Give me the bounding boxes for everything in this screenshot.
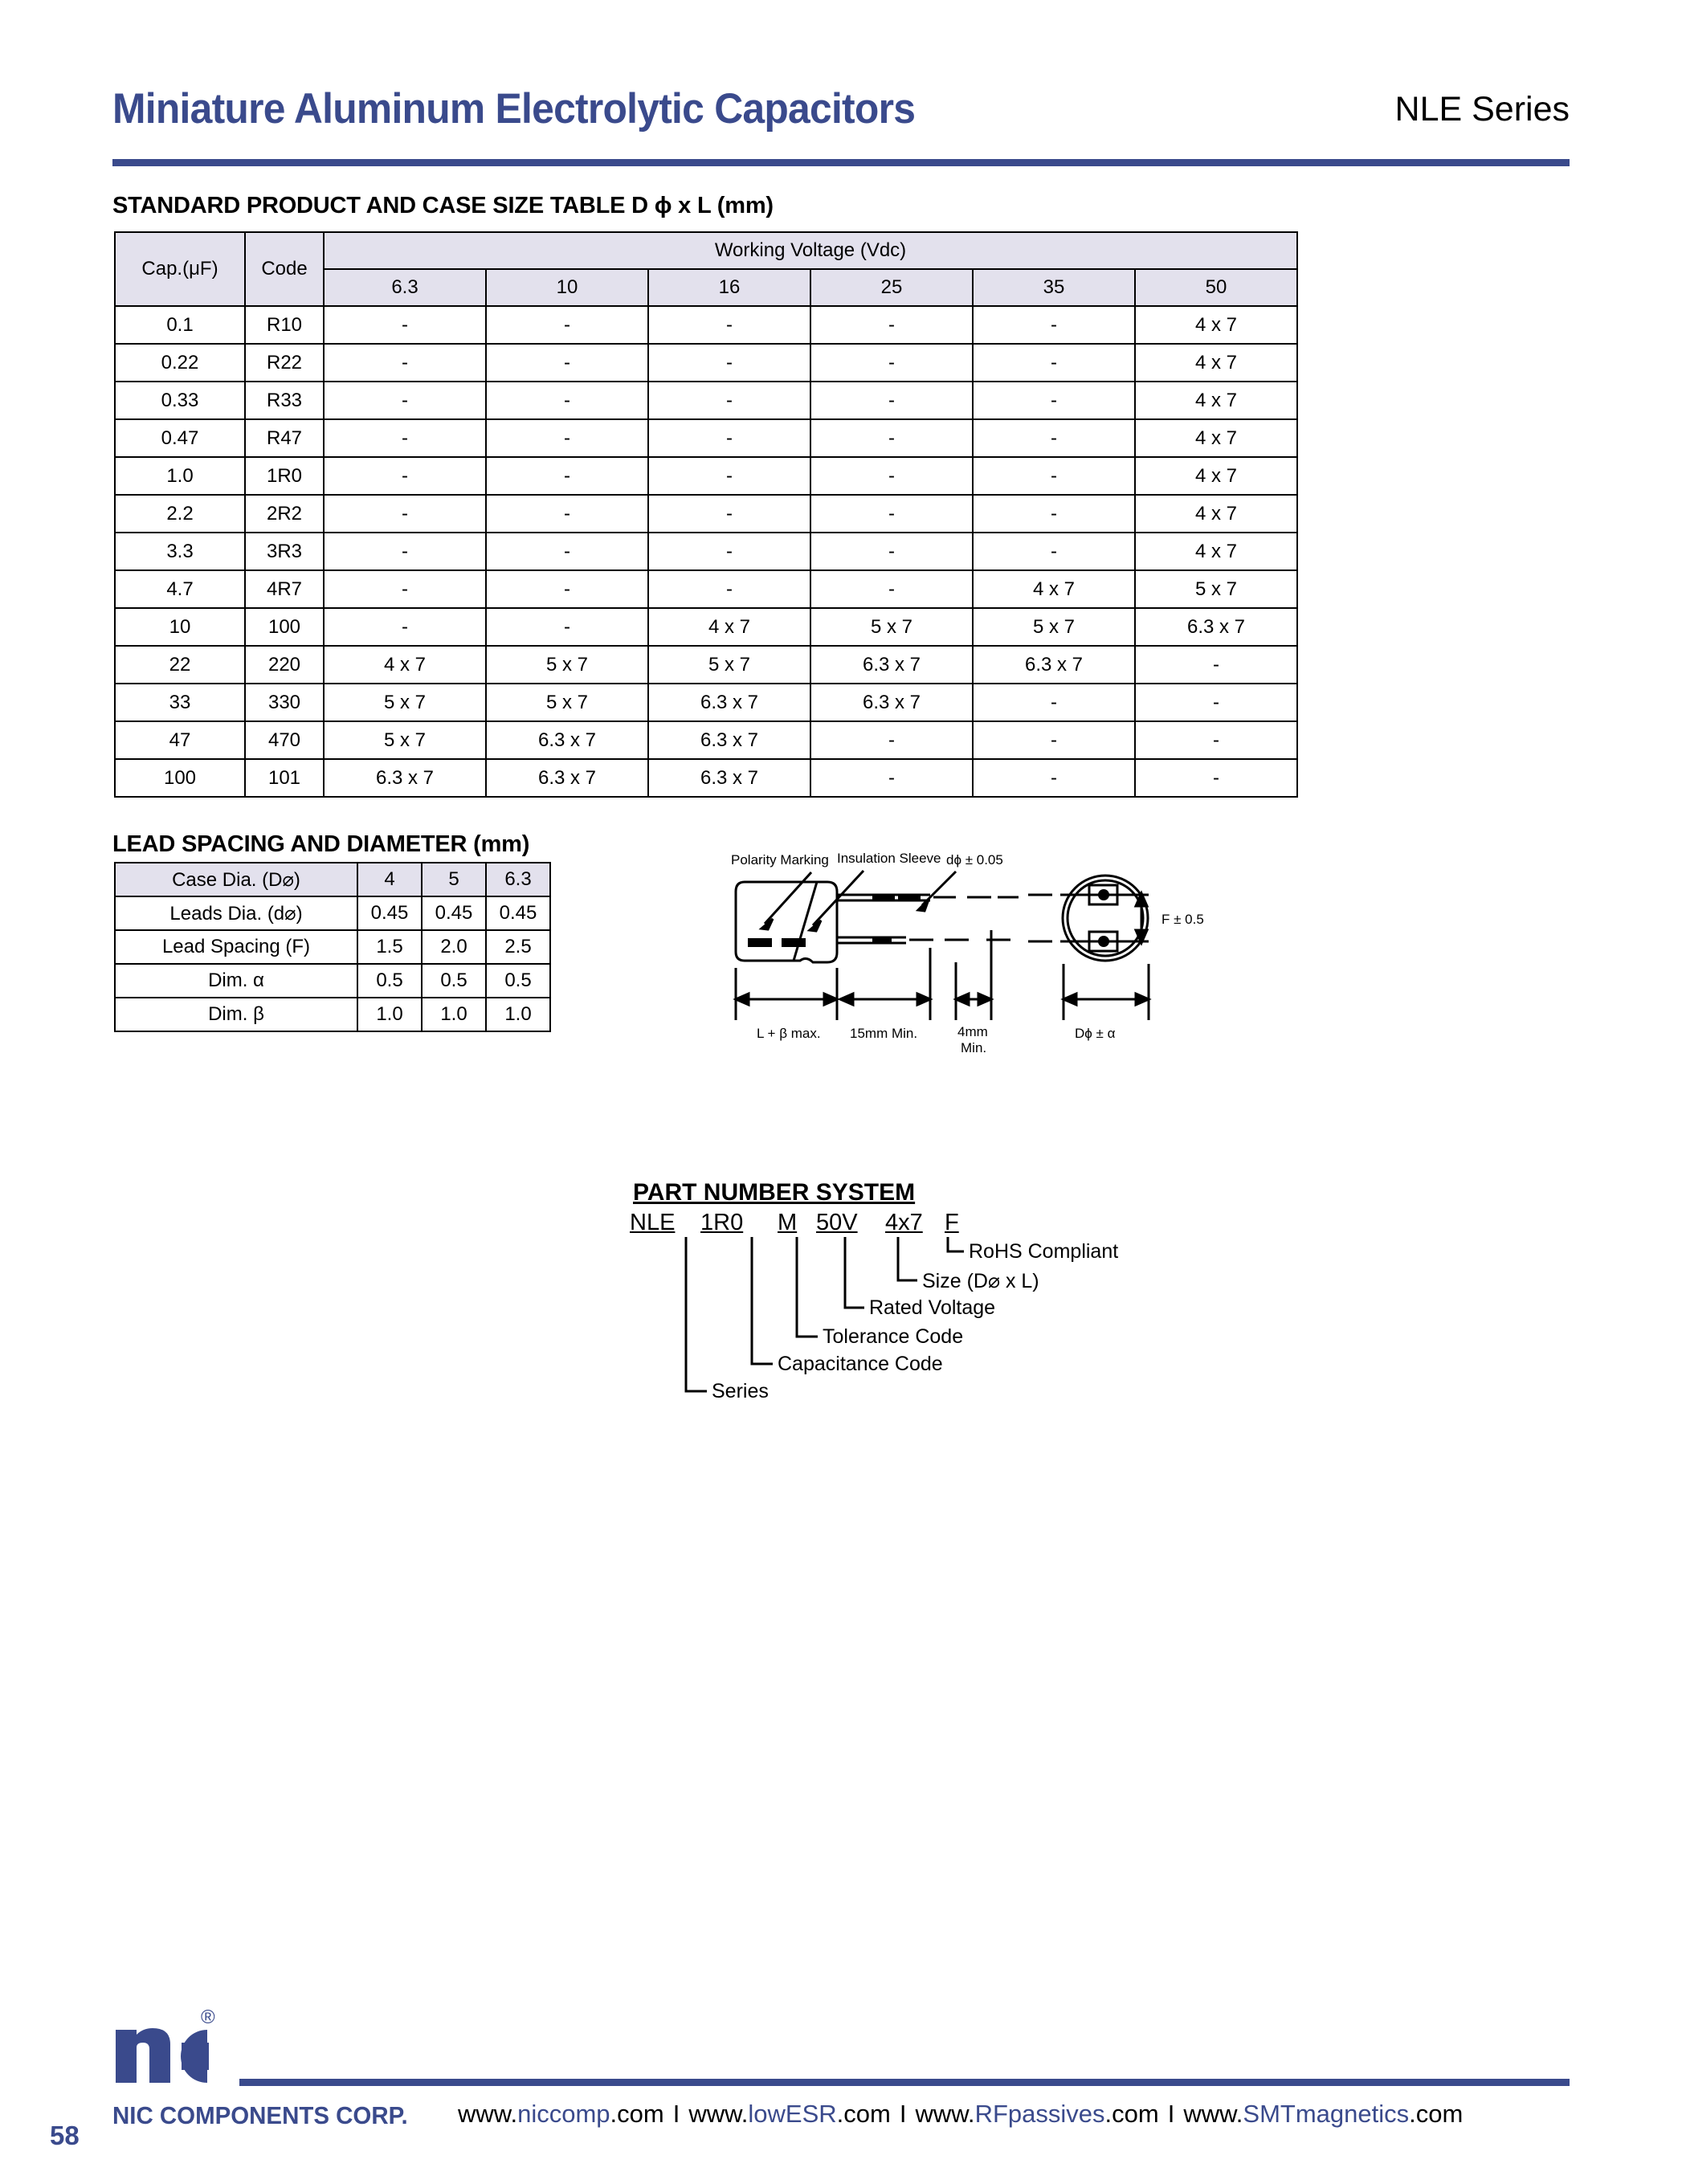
header-voltage-50v: 50 (1135, 269, 1297, 306)
cell-case-size: 4 x 7 (1135, 306, 1297, 344)
cell-case-size: - (486, 306, 648, 344)
link-suffix: .com (836, 2100, 891, 2128)
cell-case-size: 6.3 x 7 (648, 684, 810, 721)
cell-parameter-value: 1.0 (486, 998, 550, 1031)
cell-case-size: 5 x 7 (486, 646, 648, 684)
cell-parameter-label: Leads Dia. (d⌀) (115, 896, 357, 930)
cell-case-size: - (1135, 721, 1297, 759)
cell-code: 3R3 (245, 533, 324, 570)
cell-capacitance: 47 (115, 721, 245, 759)
table-header-row-1 (115, 232, 1297, 269)
header-code: Code (245, 232, 324, 306)
cell-case-size: - (324, 608, 486, 646)
cell-case-size: 4 x 7 (1135, 344, 1297, 382)
cell-capacitance: 0.47 (115, 419, 245, 457)
table-head (115, 232, 1297, 306)
cell-code: R47 (245, 419, 324, 457)
cell-case-size: 5 x 7 (648, 646, 810, 684)
cell-case-size: - (973, 344, 1135, 382)
cell-code: R10 (245, 306, 324, 344)
label-lead-spacing-tol: F ± 0.5 (1161, 912, 1204, 927)
cell-case-size: - (973, 684, 1135, 721)
cell-capacitance: 4.7 (115, 570, 245, 608)
cell-case-size: - (648, 344, 810, 382)
cell-parameter-value: 4 (357, 863, 422, 896)
lead-spacing-table (114, 862, 551, 1032)
page-number: 58 (50, 2121, 80, 2150)
cell-capacitance: 0.33 (115, 382, 245, 419)
table-row (115, 533, 1297, 570)
end-cap-lead-dots (1098, 889, 1109, 947)
cell-case-size: - (973, 457, 1135, 495)
cell-parameter-value: 2.5 (486, 930, 550, 964)
cell-parameter-value: 0.5 (486, 964, 550, 998)
polarity-stripes (748, 938, 806, 947)
cell-code: 1R0 (245, 457, 324, 495)
cell-code: R33 (245, 382, 324, 419)
cell-code: 2R2 (245, 495, 324, 533)
standard-table-heading: STANDARD PRODUCT AND CASE SIZE TABLE D ϕ x L (mm) (112, 193, 774, 218)
footer-link-separator: I (672, 2100, 680, 2128)
header-voltage-25v: 25 (810, 269, 973, 306)
part-number-title: PART NUMBER SYSTEM (633, 1179, 916, 1206)
link-suffix: .com (1409, 2100, 1464, 2128)
cell-parameter-value: 6.3 (486, 863, 550, 896)
leader-rohs (948, 1237, 964, 1251)
table-row (115, 998, 550, 1031)
cell-case-size: 4 x 7 (973, 570, 1135, 608)
cell-case-size: 6.3 x 7 (324, 759, 486, 797)
cell-code: R22 (245, 344, 324, 382)
link-domain: niccomp (517, 2100, 610, 2128)
cell-case-size: - (648, 306, 810, 344)
cell-case-size: 5 x 7 (486, 684, 648, 721)
cell-case-size: 5 x 7 (973, 608, 1135, 646)
table-row (115, 419, 1297, 457)
leader-capacitance (752, 1237, 773, 1364)
cell-case-size: 5 x 7 (324, 684, 486, 721)
cell-case-size: - (1135, 646, 1297, 684)
header-voltage-16v: 16 (648, 269, 810, 306)
cell-code: 220 (245, 646, 324, 684)
cell-code: 470 (245, 721, 324, 759)
pn-code-rohs: F (945, 1210, 959, 1235)
table-row (115, 382, 1297, 419)
table-row (115, 964, 550, 998)
series-title: NLE Series (1394, 90, 1570, 129)
company-name: NIC COMPONENTS CORP. (112, 2101, 408, 2129)
header-voltage-6v3: 6.3 (324, 269, 486, 306)
diagram-svg (715, 835, 1269, 1055)
table-row (115, 759, 1297, 797)
table-row (115, 930, 550, 964)
leader-size (898, 1237, 917, 1280)
cell-case-size: 6.3 x 7 (486, 721, 648, 759)
cell-case-size: - (324, 306, 486, 344)
cell-case-size: - (324, 344, 486, 382)
link-suffix: .com (1104, 2100, 1159, 2128)
label-lead-dia-tol: dϕ ± 0.05 (946, 852, 1003, 867)
cell-capacitance: 0.1 (115, 306, 245, 344)
table-row (115, 646, 1297, 684)
leader-tolerance (797, 1237, 818, 1337)
cell-code: 101 (245, 759, 324, 797)
cell-case-size: - (810, 570, 973, 608)
cell-case-size: - (973, 382, 1135, 419)
cell-case-size: - (973, 721, 1135, 759)
link-prefix: www. (688, 2100, 749, 2128)
cell-capacitance: 3.3 (115, 533, 245, 570)
pn-code-voltage: 50V (816, 1210, 858, 1235)
table-row (115, 495, 1297, 533)
cell-case-size: - (810, 382, 973, 419)
cell-capacitance: 100 (115, 759, 245, 797)
link-prefix: www. (458, 2100, 518, 2128)
cell-parameter-value: 1.0 (422, 998, 486, 1031)
cell-case-size: 4 x 7 (1135, 495, 1297, 533)
label-lead-length: 15mm Min. (850, 1026, 918, 1041)
cell-parameter-value: 0.45 (486, 896, 550, 930)
table-row (115, 344, 1297, 382)
pn-label-capacitance: Capacitance Code (778, 1353, 943, 1375)
cell-case-size: - (486, 344, 648, 382)
cell-case-size: - (810, 721, 973, 759)
cell-case-size: - (810, 495, 973, 533)
label-lead-tip-2: Min. (961, 1040, 987, 1055)
label-lead-tip: 4mm (957, 1024, 988, 1039)
cell-capacitance: 0.22 (115, 344, 245, 382)
cell-case-size: 6.3 x 7 (810, 684, 973, 721)
table-row (115, 684, 1297, 721)
cell-case-size: - (973, 759, 1135, 797)
pn-code-series: NLE (630, 1210, 676, 1235)
header-voltage-35v: 35 (973, 269, 1135, 306)
cell-case-size: - (1135, 759, 1297, 797)
cell-parameter-value: 1.0 (357, 998, 422, 1031)
cell-case-size: - (810, 306, 973, 344)
nic-logo-svg (112, 2012, 241, 2084)
leader-series (686, 1237, 707, 1391)
cell-case-size: - (324, 570, 486, 608)
cell-case-size: - (486, 533, 648, 570)
lead-tip-marks (872, 896, 921, 942)
cell-capacitance: 10 (115, 608, 245, 646)
cell-capacitance: 2.2 (115, 495, 245, 533)
cell-case-size: 4 x 7 (648, 608, 810, 646)
table-body (115, 306, 1297, 797)
cell-case-size: 4 x 7 (324, 646, 486, 684)
header-cap: Cap.(μF) (115, 232, 245, 306)
footer-link[interactable] (1183, 2100, 1463, 2128)
table-row (115, 457, 1297, 495)
table-row (115, 863, 550, 896)
footer-link-separator: I (1167, 2100, 1175, 2128)
cell-case-size: - (648, 457, 810, 495)
dim-arrows (736, 994, 1149, 1005)
cell-case-size: 4 x 7 (1135, 419, 1297, 457)
cell-case-size: - (648, 382, 810, 419)
link-domain: RFpassives (974, 2100, 1105, 2128)
footer-links (458, 2100, 1463, 2129)
pn-label-tolerance: Tolerance Code (823, 1325, 964, 1348)
cell-parameter-value: 0.45 (357, 896, 422, 930)
label-case-dia: Dϕ ± α (1075, 1026, 1116, 1041)
cell-case-size: - (324, 495, 486, 533)
cell-parameter-value: 1.5 (357, 930, 422, 964)
table-row (115, 896, 550, 930)
lead-bottom (837, 937, 906, 943)
pn-label-series: Series (712, 1380, 769, 1402)
cell-parameter-value: 0.45 (422, 896, 486, 930)
footer-link[interactable] (915, 2100, 1158, 2128)
link-suffix: .com (610, 2100, 664, 2128)
dim-lead-spacing (1136, 893, 1147, 943)
cell-case-size: - (973, 306, 1135, 344)
table-row (115, 306, 1297, 344)
link-prefix: www. (1183, 2100, 1243, 2128)
cell-case-size: - (973, 419, 1135, 457)
cell-code: 330 (245, 684, 324, 721)
cell-parameter-label: Dim. α (115, 964, 357, 998)
pn-label-voltage: Rated Voltage (869, 1296, 996, 1319)
cell-case-size: - (648, 570, 810, 608)
link-prefix: www. (915, 2100, 975, 2128)
leader-voltage (845, 1237, 864, 1308)
cell-capacitance: 33 (115, 684, 245, 721)
table-row (115, 570, 1297, 608)
cell-case-size: 6.3 x 7 (810, 646, 973, 684)
header-working-voltage: Working Voltage (Vdc) (324, 232, 1297, 269)
cell-parameter-value: 2.0 (422, 930, 486, 964)
cell-case-size: - (648, 419, 810, 457)
cell-case-size: - (810, 533, 973, 570)
table-row (115, 721, 1297, 759)
cell-case-size: - (973, 495, 1135, 533)
cell-case-size: - (486, 419, 648, 457)
cell-case-size: - (486, 495, 648, 533)
cell-case-size: - (486, 570, 648, 608)
cell-case-size: 6.3 x 7 (1135, 608, 1297, 646)
cell-case-size: - (648, 495, 810, 533)
cell-case-size: 4 x 7 (1135, 382, 1297, 419)
table-row (115, 608, 1297, 646)
sleeve-seam (794, 882, 817, 961)
cell-case-size: - (810, 759, 973, 797)
capacitor-dimension-diagram (715, 835, 1269, 1055)
cell-case-size: - (486, 382, 648, 419)
header-voltage-10v: 10 (486, 269, 648, 306)
cell-case-size: - (810, 344, 973, 382)
pn-code-capacitance: 1R0 (700, 1210, 744, 1235)
cell-case-size: 6.3 x 7 (648, 759, 810, 797)
lead-table-heading: LEAD SPACING AND DIAMETER (mm) (112, 831, 530, 857)
cell-case-size: - (810, 457, 973, 495)
cell-code: 4R7 (245, 570, 324, 608)
cell-case-size: - (324, 419, 486, 457)
cell-case-size: 6.3 x 7 (973, 646, 1135, 684)
footer-link[interactable] (688, 2100, 891, 2128)
cell-case-size: 4 x 7 (1135, 457, 1297, 495)
header-divider (112, 159, 1570, 166)
footer-link-separator: I (899, 2100, 907, 2128)
cell-case-size: 5 x 7 (324, 721, 486, 759)
cell-parameter-label: Case Dia. (D⌀) (115, 863, 357, 896)
cell-case-size: 6.3 x 7 (486, 759, 648, 797)
cell-capacitance: 1.0 (115, 457, 245, 495)
cell-case-size: - (486, 457, 648, 495)
cell-case-size: - (324, 457, 486, 495)
end-cap-view (1063, 876, 1148, 961)
cell-case-size: 5 x 7 (810, 608, 973, 646)
cell-parameter-value: 0.5 (357, 964, 422, 998)
cell-parameter-value: 0.5 (422, 964, 486, 998)
cell-case-size: 4 x 7 (1135, 533, 1297, 570)
cell-case-size: - (1135, 684, 1297, 721)
cell-parameter-label: Lead Spacing (F) (115, 930, 357, 964)
cell-code: 100 (245, 608, 324, 646)
cell-case-size: - (973, 533, 1135, 570)
cell-parameter-label: Dim. β (115, 998, 357, 1031)
cell-case-size: 6.3 x 7 (648, 721, 810, 759)
link-domain: SMTmagnetics (1243, 2100, 1410, 2128)
standard-product-table (114, 231, 1298, 798)
cell-case-size: - (486, 608, 648, 646)
part-number-system (627, 1179, 1149, 1402)
pn-label-size: Size (D⌀ x L) (922, 1270, 1039, 1292)
footer-divider (239, 2079, 1570, 2086)
capacitor-body (736, 882, 837, 962)
nic-logo (112, 2012, 241, 2084)
label-insulation-sleeve: Insulation Sleeve (837, 851, 941, 866)
cell-case-size: 5 x 7 (1135, 570, 1297, 608)
cell-parameter-value: 5 (422, 863, 486, 896)
cell-case-size: - (324, 533, 486, 570)
pn-code-tolerance: M (778, 1210, 798, 1235)
label-polarity-marking: Polarity Marking (731, 852, 829, 867)
registered-trademark-icon: ® (201, 2006, 215, 2028)
cell-capacitance: 22 (115, 646, 245, 684)
table-body (115, 863, 550, 1031)
pn-code-size: 4x7 (885, 1210, 923, 1235)
cell-case-size: - (648, 533, 810, 570)
label-body-length: L + β max. (757, 1026, 821, 1041)
page-title: Miniature Aluminum Electrolytic Capacitors (112, 85, 916, 133)
link-domain: lowESR (748, 2100, 837, 2128)
footer-link[interactable] (458, 2100, 664, 2128)
pn-label-rohs: RoHS Compliant (969, 1240, 1119, 1263)
cell-case-size: - (810, 419, 973, 457)
cell-case-size: - (324, 382, 486, 419)
